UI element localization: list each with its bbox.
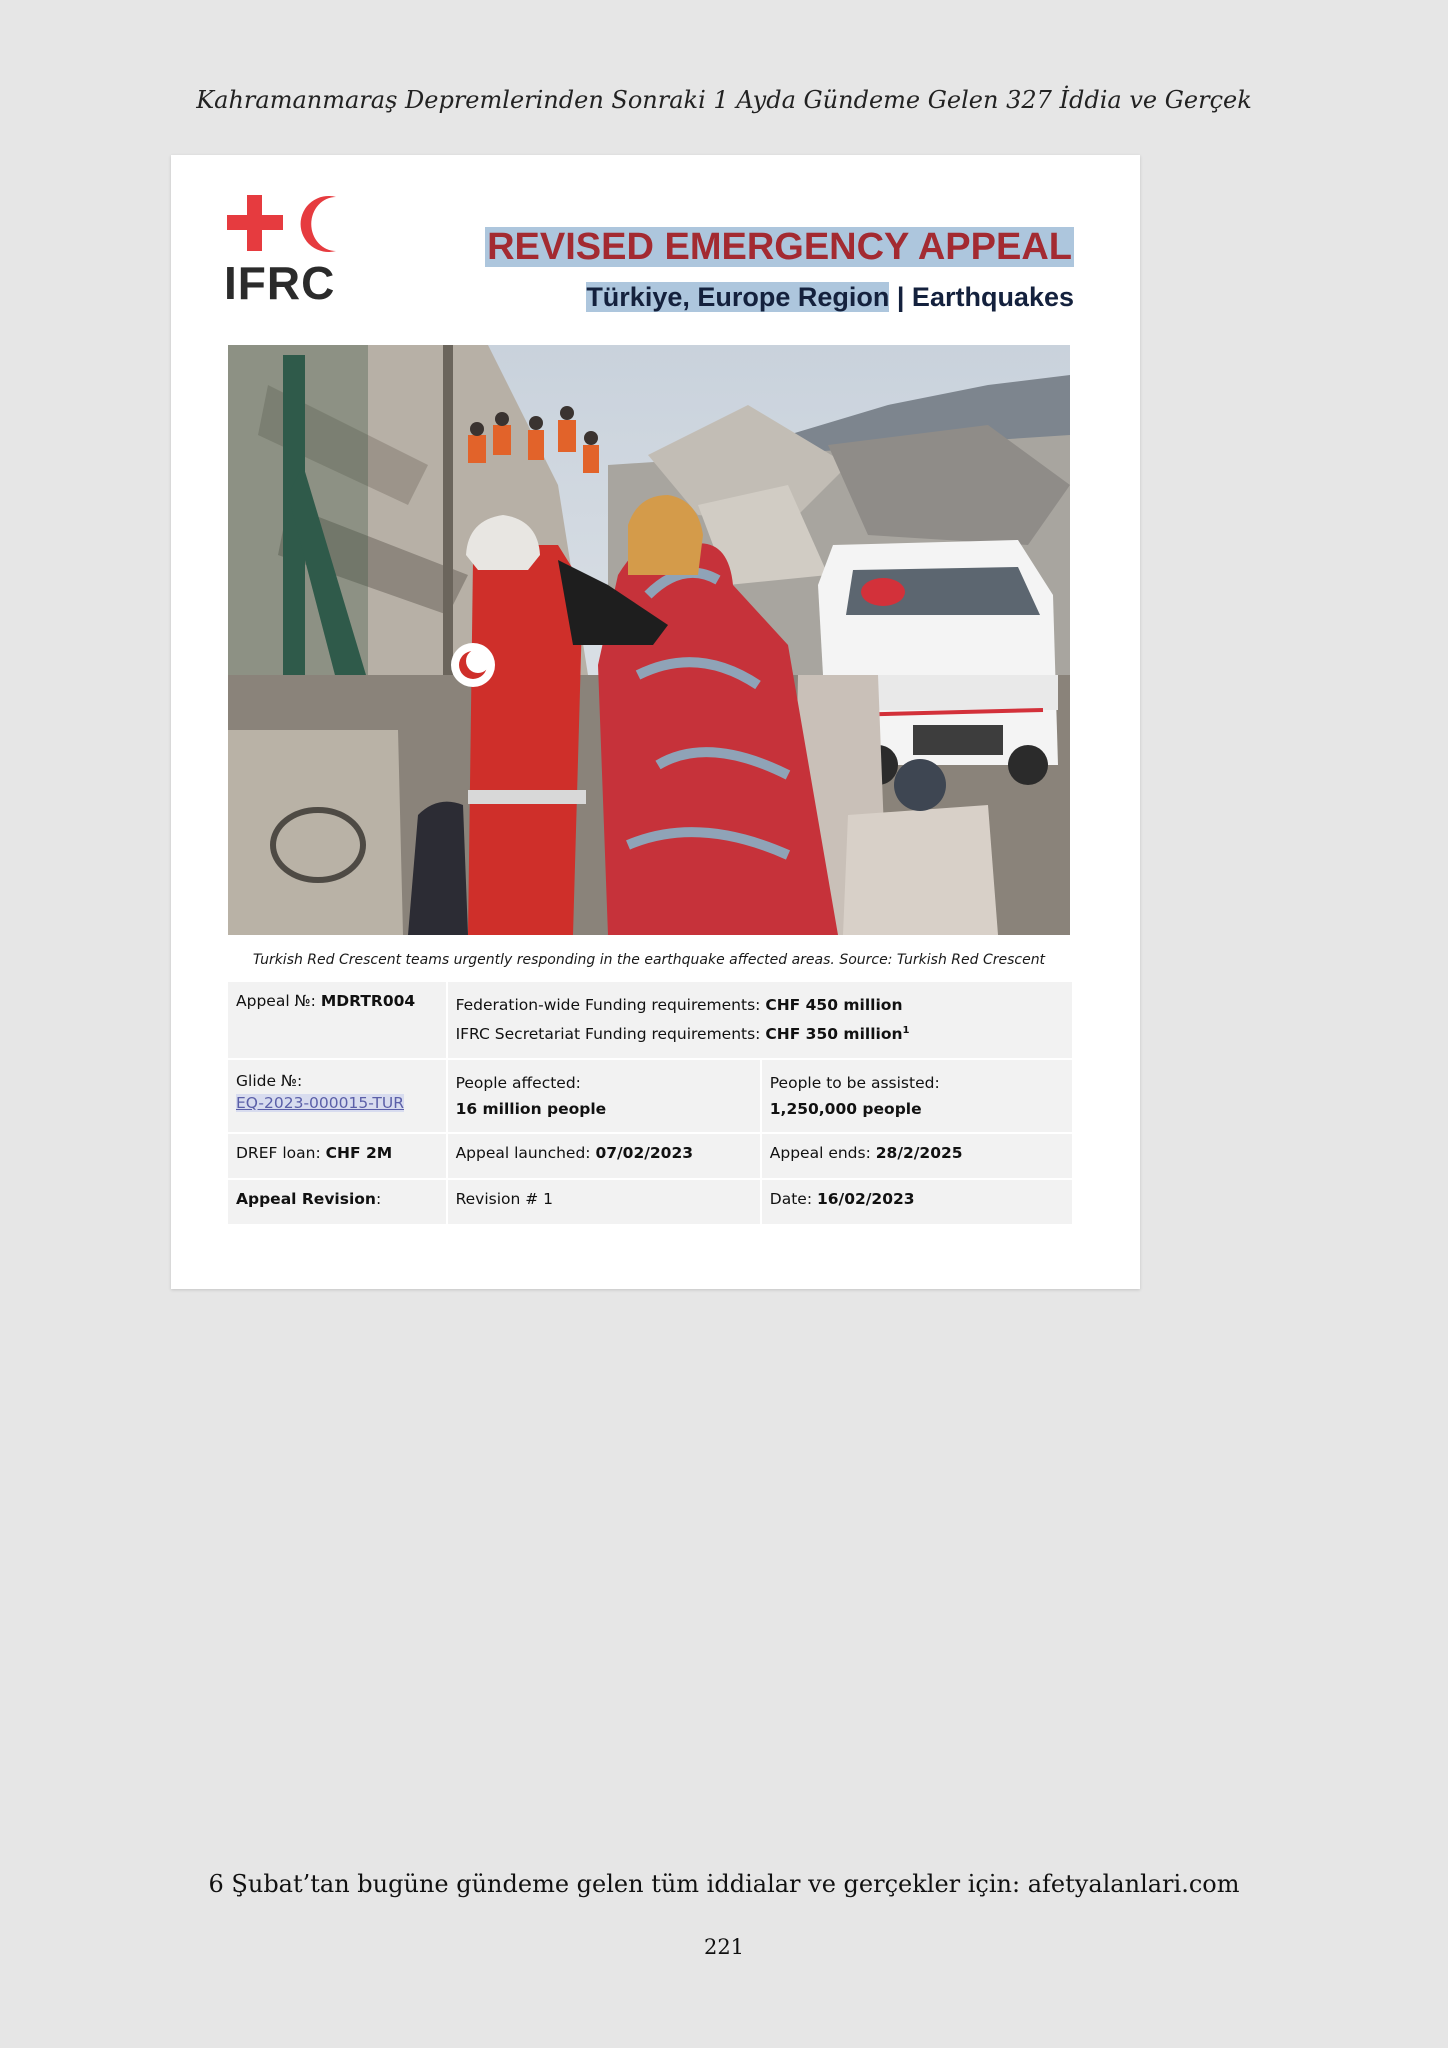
- dref-loan-value: CHF 2M: [325, 1144, 393, 1162]
- subtitle-rest: | Earthquakes: [889, 282, 1074, 312]
- red-crescent-icon: [292, 195, 354, 253]
- federation-funding-value: CHF 450 million: [765, 996, 903, 1014]
- table-row: DREF loan: CHF 2M Appeal launched: 07/02/2023 Appeal ends: 28/2/2025: [227, 1133, 1073, 1179]
- glide-number-link[interactable]: EQ-2023-000015-TUR: [236, 1094, 404, 1112]
- people-affected-value: 16 million people: [455, 1100, 607, 1118]
- earthquake-photo: [228, 345, 1070, 935]
- table-row: Appeal №: MDRTR004 Federation-wide Funding requirements: CHF 450 million IFRC Secretariat Funding requirements: CHF 350 million$^1$: [227, 981, 1073, 1059]
- region-highlight: Türkiye, Europe Region: [586, 282, 890, 312]
- appeal-revision-label: Appeal Revision: [236, 1190, 376, 1208]
- appeal-launched-value: 07/02/2023: [595, 1144, 694, 1162]
- revision-number: Revision # 1: [455, 1190, 554, 1208]
- table-row: Glide №: EQ-2023-000015-TUR People affected: 16 million people People to be assisted: 1,250,000 people: [227, 1059, 1073, 1133]
- table-row: Appeal Revision: Revision # 1 Date: 16/02/2023: [227, 1179, 1073, 1225]
- appeal-ends-value: 28/2/2025: [875, 1144, 963, 1162]
- appeal-number: MDRTR004: [320, 992, 416, 1010]
- appeal-subtitle: [586, 281, 1074, 313]
- running-header: Kahramanmaraş Depremlerinden Sonraki 1 Ayda Gündeme Gelen 327 İddia ve Gerçek: [196, 86, 1252, 114]
- appeal-document: [171, 155, 1140, 1289]
- photo-caption: Turkish Red Crescent teams urgently responding in the earthquake affected areas. Source: Turkish Red Crescent: [252, 952, 1046, 968]
- ifrc-wordmark: IFRC: [224, 257, 336, 309]
- appeal-title: REVISED EMERGENCY APPEAL: [487, 226, 1072, 268]
- revision-date-value: 16/02/2023: [816, 1190, 915, 1208]
- page-number: 221: [703, 1935, 745, 1959]
- ifrc-logo: [224, 195, 354, 310]
- appeal-info-table: [226, 980, 1074, 1226]
- secretariat-funding-value: CHF 350 million: [765, 1025, 903, 1044]
- footer-text: 6 Şubat’tan bugüne gündeme gelen tüm iddialar ve gerçekler için: afetyalanlari.com: [208, 1870, 1240, 1898]
- people-assisted-value: 1,250,000 people: [769, 1100, 922, 1118]
